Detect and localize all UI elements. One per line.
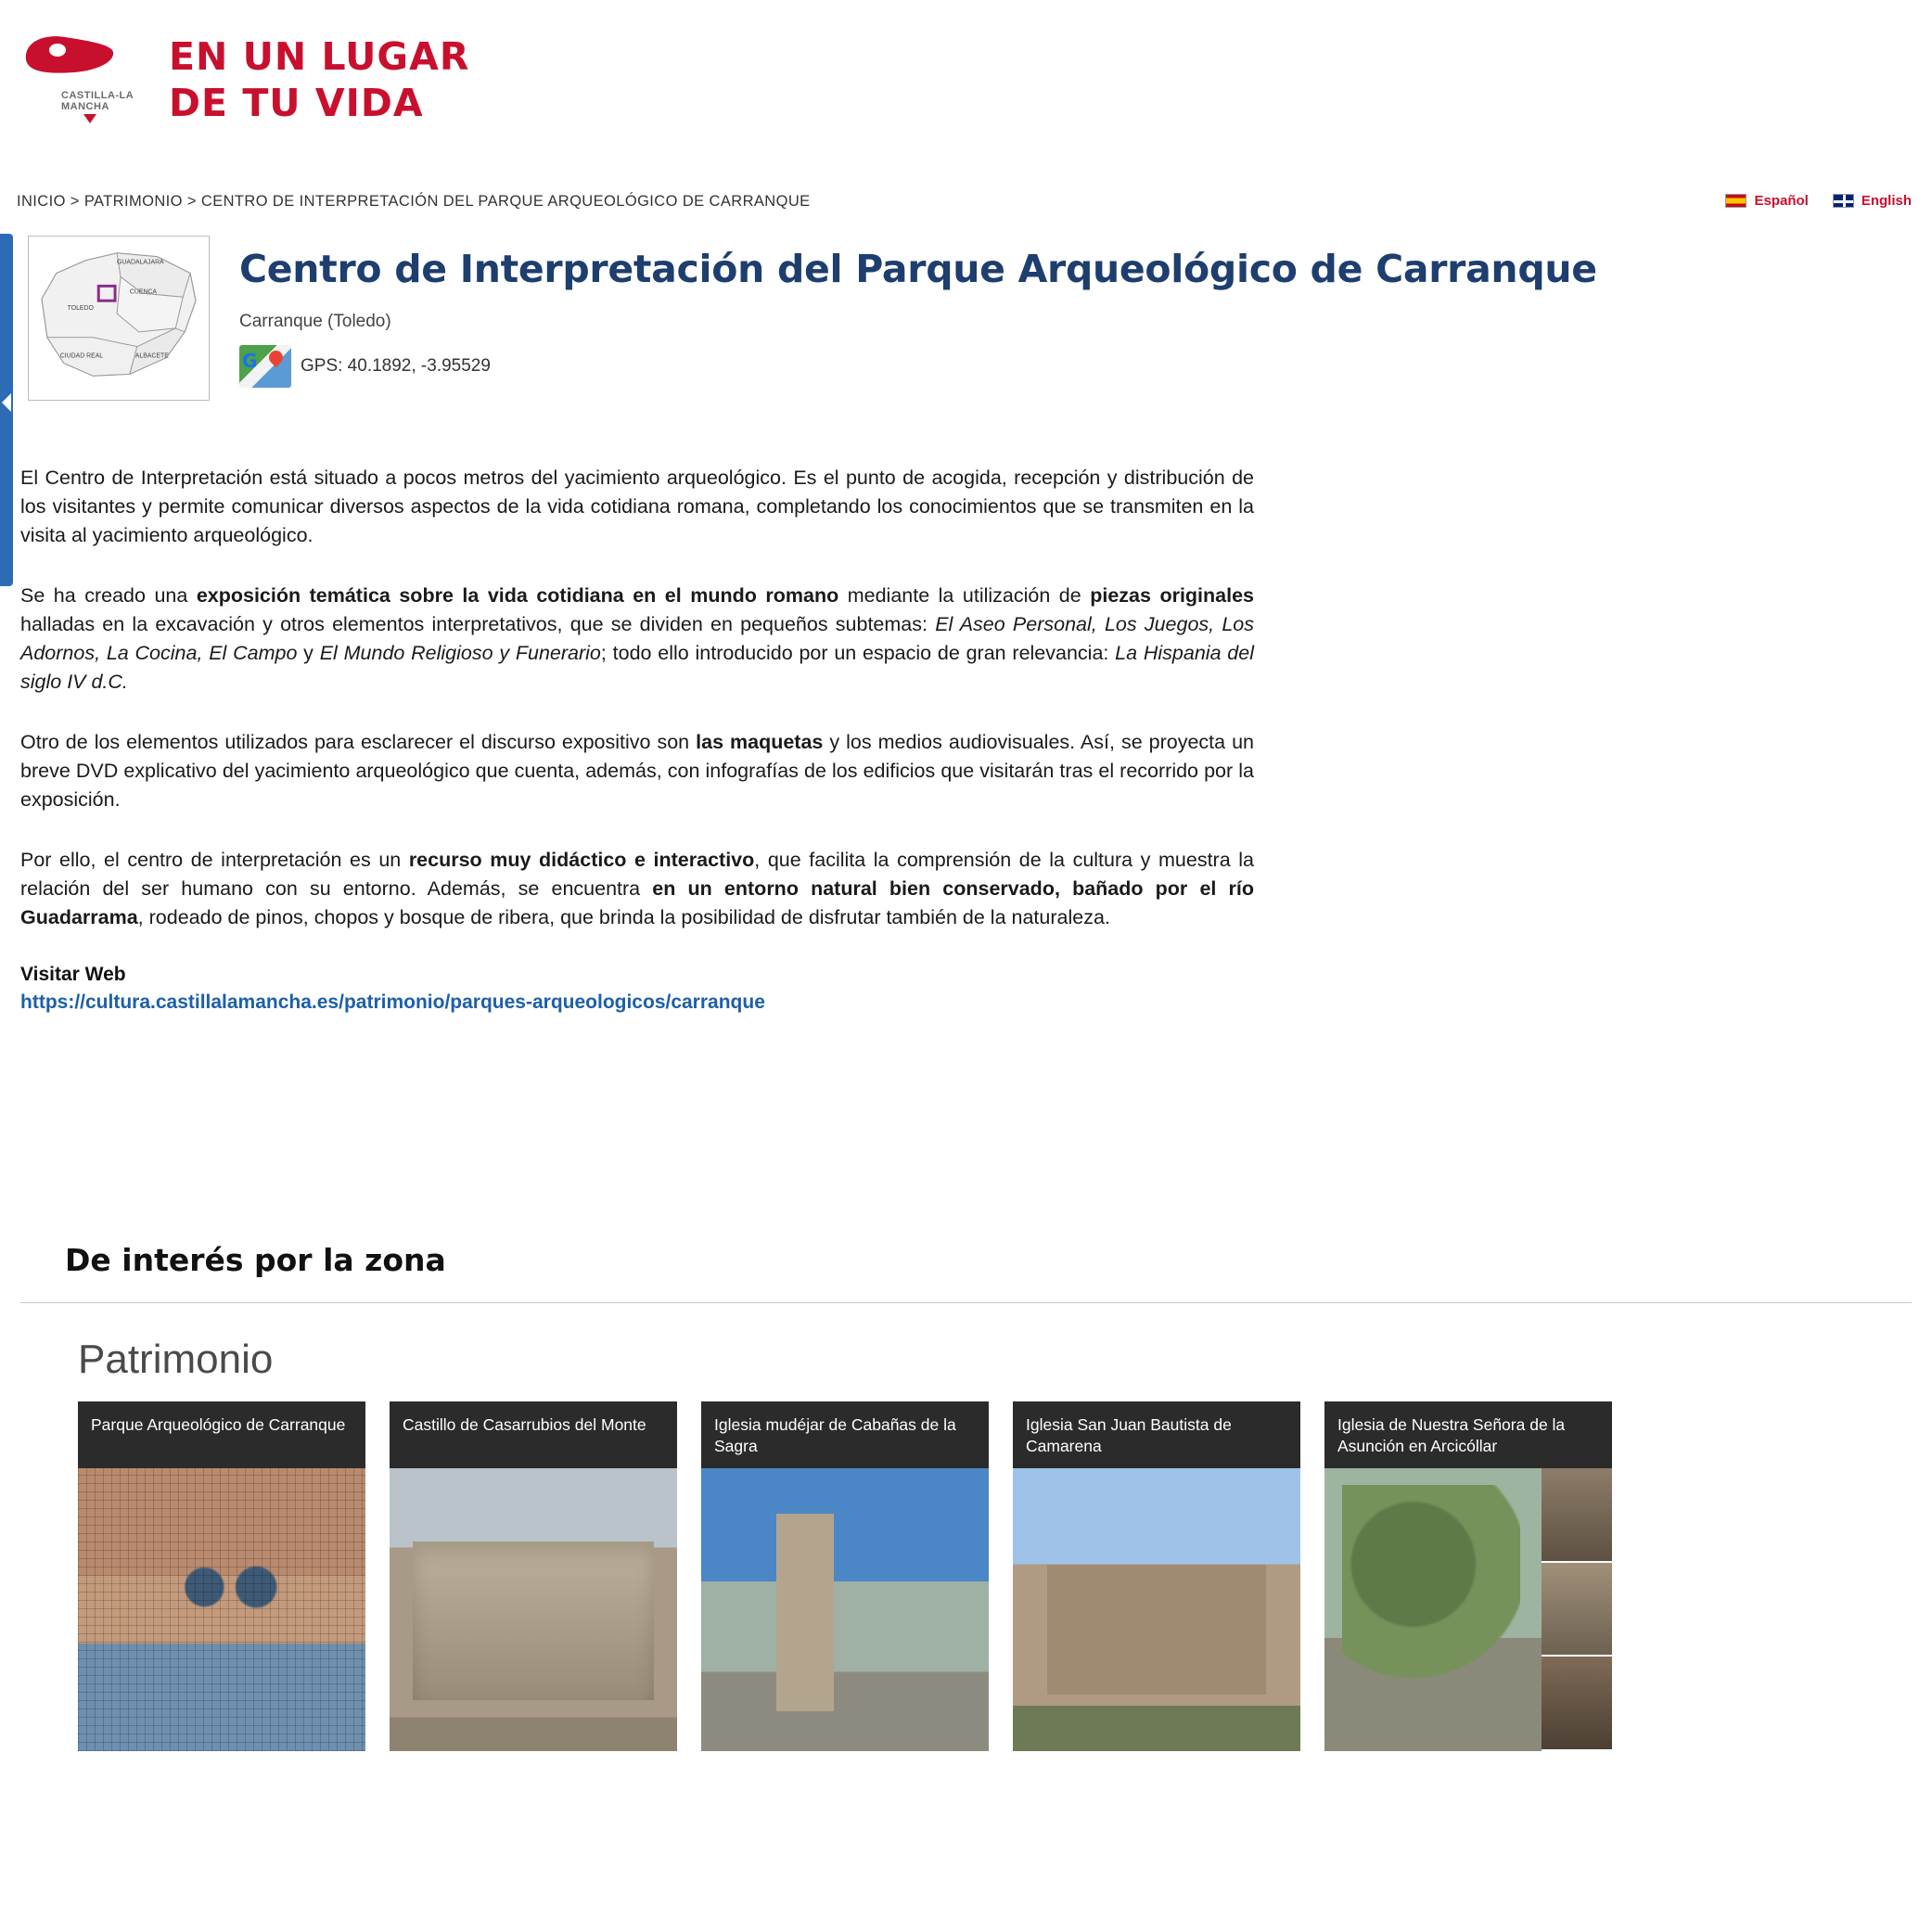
- related-card-title: Castillo de Casarrubios del Monte: [390, 1401, 677, 1468]
- logo-arrow-icon: [83, 114, 96, 123]
- body-paragraph: Por ello, el centro de interpretación es un recurso muy didáctico e interactivo, que facilita la comprensión de la cultura y muestra la relación del ser humano con su entorno. Además, se encuentra en un entorno natural bien conservado, bañado por el río Guadarrama, rodeado de pinos, chopos y bosque de ribera, que brinda la posibilidad de disfrutar también de la naturaleza.: [20, 849, 1254, 928]
- flag-spain-icon: [1725, 194, 1746, 208]
- body-paragraph: Se ha creado una exposición temática sobre la vida cotidiana en el mundo romano mediante la utilización de piezas originales halladas en la excavación y otros elementos interpretativos, que se dividen en pequeños subtemas: El Aseo Personal, Los Juegos, Los Adornos, La Cocina, El Campo y El Mundo Religioso y Funerario; todo ello introducido por un espacio de gran relevancia: La Hispania del siglo IV d.C.: [20, 584, 1255, 693]
- page-title: Centro de Interpretación del Parque Arqueológico de Carranque: [239, 247, 1597, 291]
- breadcrumb[interactable]: INICIO > PATRIMONIO > CENTRO DE INTERPRETACIÓN DEL PARQUE ARQUEOLÓGICO DE CARRANQUE: [17, 193, 811, 210]
- breadcrumb-row: [0, 186, 1932, 226]
- svg-text:TOLEDO: TOLEDO: [67, 305, 94, 313]
- related-section: [0, 1242, 1932, 1751]
- lang-label-en: English: [1861, 193, 1912, 209]
- logo-line-1: EN UN LUGAR: [169, 34, 470, 79]
- related-card[interactable]: [390, 1401, 677, 1751]
- svg-text:CIUDAD REAL: CIUDAD REAL: [59, 352, 104, 360]
- svg-text:CUENCA: CUENCA: [129, 288, 158, 296]
- visit-web-link[interactable]: https://cultura.castillalamancha.es/patrimonio/parques-arqueologicos/carranque: [20, 992, 765, 1013]
- language-switcher: [1725, 193, 1912, 209]
- logo-line-2: DE TU VIDA: [169, 81, 424, 125]
- related-card[interactable]: [1324, 1401, 1612, 1751]
- related-card-title: Iglesia San Juan Bautista de Camarena: [1013, 1401, 1300, 1468]
- svg-text:GUADALAJARA: GUADALAJARA: [117, 259, 164, 266]
- lang-option-en[interactable]: [1833, 193, 1912, 209]
- site-logo[interactable]: [20, 32, 1932, 126]
- site-header: [0, 0, 1932, 186]
- logo-wordmark: [169, 33, 469, 126]
- body-paragraph: Otro de los elementos utilizados para esclarecer el discurso expositivo son las maquetas y los medios audiovisuales. Así, se proyecta un breve DVD explicativo del yacimiento arqueológico que cuenta, además, con infografías de los edificios que visitarán tras el recorrido por la exposición.: [20, 731, 1254, 811]
- section-divider: [20, 1302, 1912, 1303]
- body-paragraph: El Centro de Interpretación está situado a pocos metros del yacimiento arqueológico. Es el punto de acogida, recepción y distribución de los visitantes y permite comunicar diversos aspectos de la vida cotidiana romana, completando los conocimientos que se transmiten en la visita al yacimiento arqueológico.: [20, 467, 1254, 546]
- google-maps-icon[interactable]: G: [239, 345, 291, 388]
- gps-row[interactable]: [239, 345, 1597, 388]
- page-location: Carranque (Toledo): [239, 312, 391, 331]
- related-card[interactable]: [78, 1401, 365, 1751]
- logo-subtext: CASTILLA-LA MANCHA: [61, 90, 134, 112]
- related-card-title: Iglesia de Nuestra Señora de la Asunción en Arcicóllar: [1324, 1401, 1612, 1468]
- paragraph-container: [20, 464, 1912, 932]
- image-strip: [1542, 1468, 1612, 1751]
- page-title-block: [0, 226, 1932, 401]
- flag-uk-icon: [1833, 194, 1854, 208]
- castilla-la-mancha-map-icon: [29, 237, 209, 400]
- related-card[interactable]: [701, 1401, 989, 1751]
- related-card-image[interactable]: [78, 1468, 365, 1751]
- visit-web-label: Visitar Web: [20, 964, 126, 985]
- lang-label-es: Español: [1754, 193, 1809, 209]
- related-card-title: Parque Arqueológico de Carranque: [78, 1401, 365, 1468]
- lang-option-es[interactable]: [1725, 193, 1808, 209]
- related-card-title: Iglesia mudéjar de Cabañas de la Sagra: [701, 1401, 989, 1468]
- castilla-la-mancha-swoosh-icon: [20, 32, 117, 80]
- related-cards: [20, 1401, 1912, 1751]
- related-card-image[interactable]: [1013, 1468, 1300, 1751]
- related-category-title: Patrimonio: [78, 1337, 274, 1382]
- article-body: [0, 464, 1932, 1014]
- logo-mark: [20, 32, 139, 123]
- gps-coordinates: GPS: 40.1892, -3.95529: [301, 356, 491, 376]
- related-card[interactable]: [1013, 1401, 1300, 1751]
- related-card-image[interactable]: [390, 1468, 677, 1751]
- related-card-image[interactable]: [1324, 1468, 1612, 1751]
- region-map-thumbnail[interactable]: [28, 236, 210, 401]
- svg-text:ALBACETE: ALBACETE: [134, 352, 169, 360]
- related-card-image[interactable]: [701, 1468, 989, 1751]
- related-heading: De interés por la zona: [65, 1242, 446, 1278]
